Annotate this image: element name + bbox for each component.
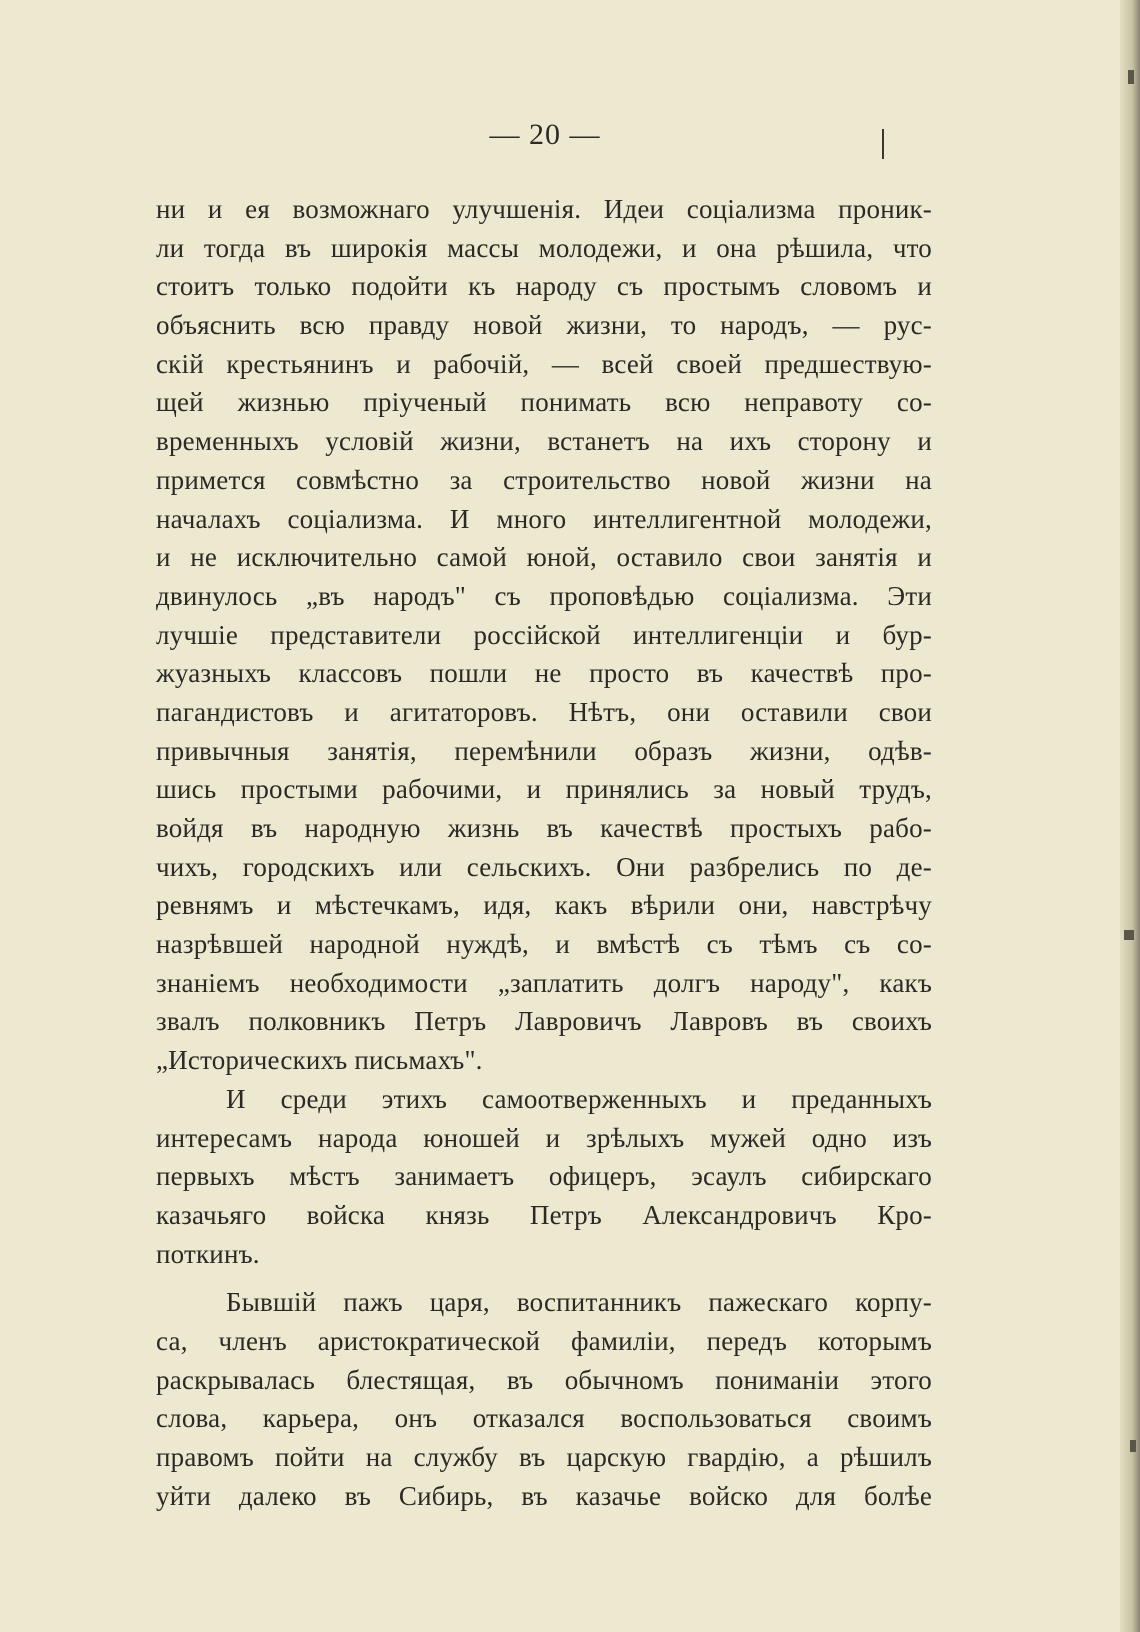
text-line: раскрывалась блестящая, въ обычномъ пониманіи этого	[156, 1364, 932, 1395]
paragraph	[156, 1283, 932, 1515]
text-line: пагандистовъ и агитаторовъ. Нѣтъ, они оставили свои	[156, 696, 932, 727]
text-line: Бывшій пажъ царя, воспитанникъ пажескаго корпу-	[226, 1287, 932, 1318]
text-line: назрѣвшей народной нуждѣ, и вмѣстѣ съ тѣмъ съ со-	[156, 929, 932, 960]
text-line: временныхъ условій жизни, встанетъ на ихъ сторону и	[156, 426, 932, 457]
text-line: чихъ, городскихъ или сельскихъ. Они разбрелись по де-	[156, 851, 932, 882]
page-edge-shadow	[1120, 0, 1140, 1632]
text-line: началахъ соціализма. И много интеллигентной молодежи,	[156, 503, 932, 534]
text-line: ревнямъ и мѣстечкамъ, идя, какъ вѣрили они, навстрѣчу	[156, 890, 932, 921]
page-number: — 20 —	[489, 118, 601, 151]
paragraph-gap	[156, 1273, 932, 1283]
text-line: правомъ пойти на службу въ царскую гвардію, а рѣшилъ	[156, 1442, 932, 1472]
text-line: и не исключительно самой юной, оставило свои занятія и	[156, 542, 932, 573]
text-line: „Историческихъ письмахъ".	[156, 1045, 483, 1076]
text-line: жуазныхъ классовъ пошли не просто въ качествѣ про-	[156, 658, 932, 689]
text-line: войдя въ народную жизнь въ качествѣ простыхъ рабо-	[156, 813, 932, 843]
text-line: шись простыми рабочими, и принялись за новый трудъ,	[156, 774, 932, 805]
text-line: примется совмѣстно за строительство новой жизни на	[156, 464, 932, 495]
paragraph	[156, 1080, 932, 1273]
text-line: знаніемъ необходимости „заплатить долгъ народу", какъ	[156, 967, 932, 998]
text-line: уйти далеко въ Сибирь, въ казачье войско для болѣе	[156, 1480, 932, 1511]
text-line: И среди этихъ самоотверженныхъ и преданныхъ	[226, 1083, 932, 1114]
text-line: объяснить всю правду новой жизни, то народъ, — рус-	[156, 310, 932, 341]
edge-mark	[1124, 930, 1134, 940]
text-line: щей жизнью пріученый понимать всю неправоту со-	[156, 387, 932, 418]
text-line: лучшіе представители россійской интеллигенціи и бур-	[156, 619, 932, 650]
text-line: слова, карьера, онъ отказался воспользоваться своимъ	[156, 1403, 932, 1434]
text-line: двинулось „въ народъ" съ проповѣдью соціализма. Эти	[156, 580, 932, 611]
edge-mark	[1130, 1440, 1136, 1452]
text-line: ли тогда въ широкія массы молодежи, и она рѣшила, что	[156, 232, 932, 263]
text-body	[156, 190, 932, 1515]
text-line: ни и ея возможнаго улучшенія. Идеи соціализма проник-	[156, 194, 932, 224]
text-line: казачьяго войска князь Петръ Александровичъ Кро-	[156, 1199, 932, 1230]
text-line: скій крестьянинъ и рабочій, — всей своей предшествую-	[156, 348, 932, 379]
paragraph	[156, 190, 932, 1080]
edge-mark	[1128, 70, 1134, 84]
text-line: са, членъ аристократической фамиліи, передъ которымъ	[156, 1325, 932, 1356]
text-line: привычныя занятія, перемѣнили образъ жизни, одѣв-	[156, 735, 932, 766]
text-line: поткинъ.	[156, 1238, 260, 1269]
text-line: первыхъ мѣстъ занимаетъ офицеръ, эсаулъ сибирскаго	[156, 1161, 932, 1192]
text-line: интересамъ народа юношей и зрѣлыхъ мужей одно изъ	[156, 1122, 932, 1153]
text-line: стоитъ только подойти къ народу съ простымъ словомъ и	[156, 271, 932, 302]
text-line: звалъ полковникъ Петръ Лавровичъ Лавровъ въ своихъ	[156, 1006, 932, 1037]
